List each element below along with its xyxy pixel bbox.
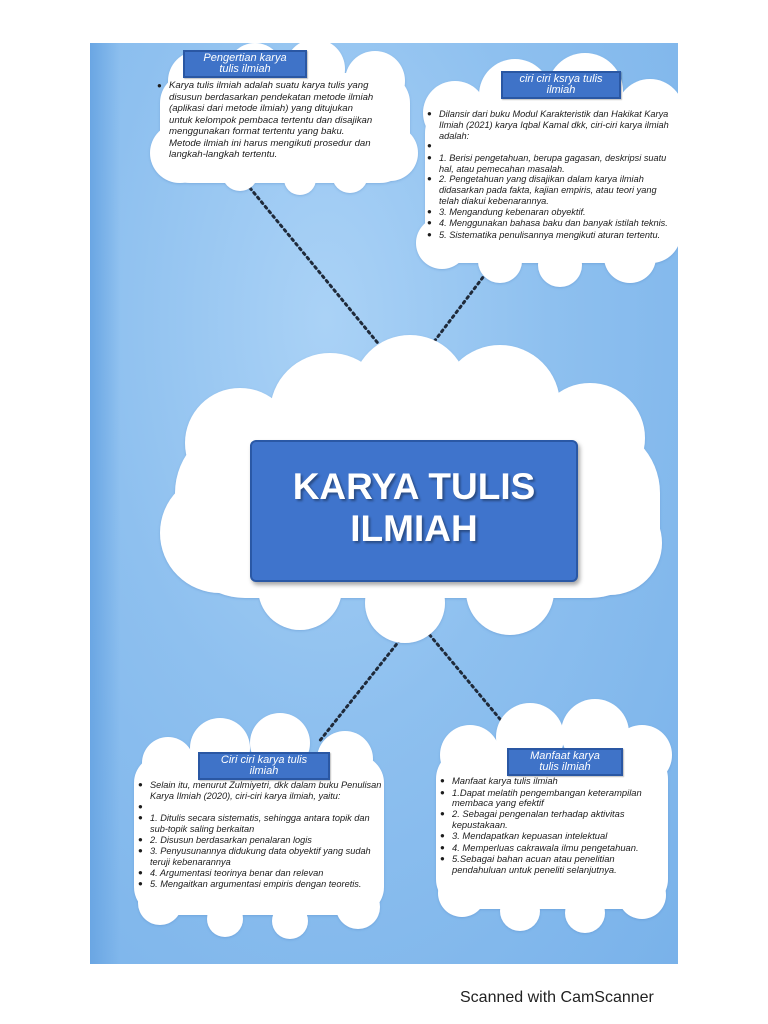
label-pengertian-line2: tulis ilmiah <box>219 63 271 75</box>
list-item: ● 1. Berisi pengetahuan, berupa gagasan, deskripsi suatu hal, atau pemecahan masalah. <box>427 153 675 175</box>
list-item: ● 2. Pengetahuan yang disajikan dalam karya ilmiah didasarkan pada fakta, kajian empiris, atau teori yang telah diakui kebenarannya. <box>427 174 675 206</box>
list-ciri-bottom <box>138 780 382 891</box>
main-title <box>252 466 576 550</box>
list-item: ● 2. Disusun berdasarkan penalaran logis <box>138 835 382 847</box>
list-item: ● 5. Mengaitkan argumentasi empiris dengan teoretis. <box>138 879 382 891</box>
list-item <box>427 141 675 153</box>
label-ciri-top-line2: ilmiah <box>546 84 576 96</box>
list-item: ● 4. Menggunakan bahasa baku dan banyak istilah teknis. <box>427 218 675 230</box>
label-ciri-bottom-line2: ilmiah <box>249 765 279 777</box>
main-title-line1: KARYA TULIS <box>292 466 536 507</box>
list-item: ● 1.Dapat melatih pengembangan keterampilan membaca yang efektif <box>440 788 666 810</box>
main-title-box <box>250 440 578 582</box>
mind-map-poster <box>90 43 678 964</box>
label-manfaat-line1: Manfaat karya <box>530 750 600 762</box>
label-manfaat <box>507 748 623 776</box>
list-item: ● 2. Sebagai pengenalan terhadap aktivitas kepustakaan. <box>440 809 666 831</box>
label-ciri-top-line1: ciri ciri ksrya tulis <box>519 73 603 85</box>
list-item: ● 1. Ditulis secara sistematis, sehingga antara topik dan sub-topik saling berkaitan <box>138 813 382 835</box>
label-ciri-bottom-line1: Ciri ciri karya tulis <box>220 754 308 766</box>
label-ciri-bottom <box>198 752 330 780</box>
list-item: ● Dilansir dari buku Modul Karakteristik dan Hakikat Karya Ilmiah (2021) karya Iqbal Kamal dkk, ciri-ciri karya ilmiah adalah: <box>427 109 675 141</box>
list-pengertian <box>157 80 377 161</box>
list-item: ● 3. Mengandung kebenaran obyektif. <box>427 207 675 219</box>
main-title-line2: ILMIAH <box>350 508 478 549</box>
list-ciri-top <box>427 109 675 241</box>
scanner-watermark: Scanned with CamScanner <box>460 989 654 1006</box>
list-item: ● Selain itu, menurut Zulmiyetri, dkk dalam buku Penulisan Karya Ilmiah (2020), ciri-ciri karya ilmiah, yaitu: <box>138 780 382 802</box>
list-item: ● 4. Memperluas cakrawala ilmu pengetahuan. <box>440 843 666 855</box>
label-pengertian-line1: Pengertian karya <box>203 52 287 64</box>
list-item: ● Manfaat karya tulis ilmiah <box>440 776 666 788</box>
list-item: ● 5. Sistematika penulisannya mengikuti aturan tertentu. <box>427 230 675 242</box>
list-manfaat <box>440 776 666 876</box>
list-item <box>138 802 382 814</box>
label-ciri-top <box>501 71 621 99</box>
list-item: ● 4. Argumentasi teorinya benar dan relevan <box>138 868 382 880</box>
list-item: ● 5.Sebagai bahan acuan atau penelitian pendahuluan untuk peneliti selanjutnya. <box>440 854 666 876</box>
list-item: ● 3. Mendapatkan kepuasan intelektual <box>440 831 666 843</box>
list-item: ● Karya tulis ilmiah adalah suatu karya tulis yang disusun berdasarkan pendekatan metode ilmiah (aplikasi dari metode ilmiah) yang ditujukan untuk kelompok pembaca tertentu dan disajikan menggunakan format tertentu yang baku. Metode ilmiah ini harus mengikuti prosedur dan langkah-langkah tertentu. <box>157 80 377 161</box>
label-pengertian <box>183 50 307 78</box>
label-manfaat-line2: tulis ilmiah <box>539 761 591 773</box>
list-item: ● 3. Penyusunannya didukung data obyektif yang sudah teruji kebenarannya <box>138 846 382 868</box>
